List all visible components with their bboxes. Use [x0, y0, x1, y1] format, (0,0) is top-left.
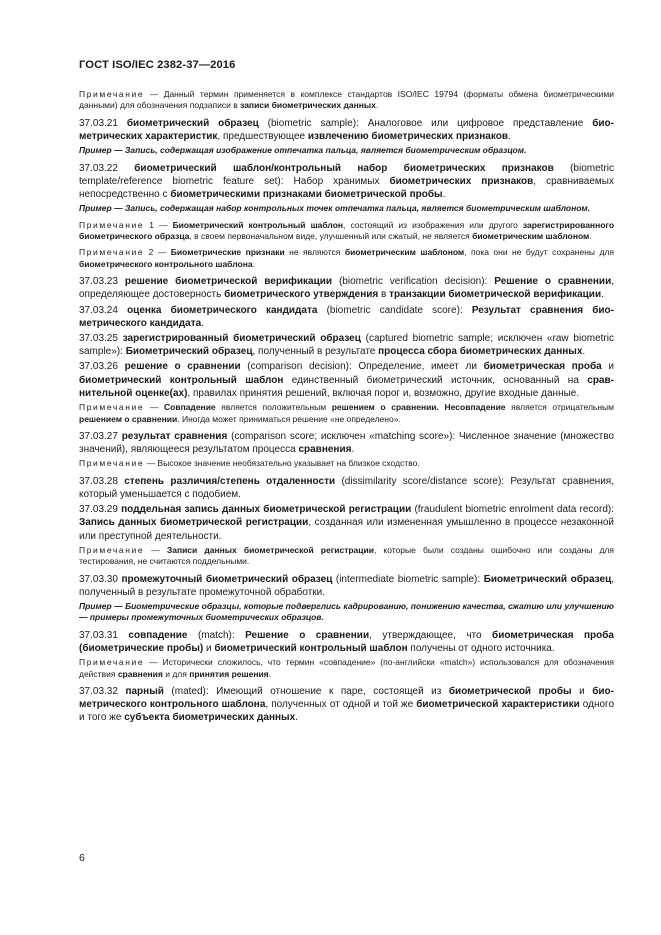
term-definition: 37.03.27 результат сравнения (comparison score; исключен «matching score»): Численное значение (множество значений), являющееся результатом процесса сравнения.	[79, 430, 614, 456]
page-header: ГОСТ ISO/IEC 2382-37—2016	[79, 59, 236, 71]
example-paragraph: Пример — Биометрические образцы, которые подверглись кадрированию, понижению качества, сжатию или улучшению — примеры промежуточных биометрических образцов.	[79, 600, 614, 623]
term-definition: 37.03.25 зарегистрированный биометрический образец (captured biometric sample; исключен «raw biometric sample»): Биометрический образец, полученный в результате процесса сбора биометрических данных.	[79, 333, 614, 358]
term-definition: 37.03.26 решение о сравнении (comparison decision): Определение, имеет ли биометрическая проба и биометрический контрольный шаблон единственный биометрический источник, основанный на сравнительной оценке(ах), правилах принятия решений, включая порог и, возможно, другие входные данные.	[79, 361, 614, 399]
term-definition: 37.03.29 поддельная запись данных биометрической регистрации (fraudulent biometric enrolment data record): Запись данных биометрической регистрации, созданная или измененная умышленно в процессе незаконной или преступной деятельности.	[79, 504, 614, 542]
term-definition: 37.03.28 степень различия/степень отдаленности (dissimilarity score/distance score): Результат сравнения, который уменьшается с подобием.	[79, 475, 614, 500]
term-definition: 37.03.31 совпадение (match): Решение о сравнении, утверждающее, что биометрическая проба (биометрические пробы) и биометрический контрольный шаблон получены от одного источника.	[79, 629, 614, 654]
term-definition: 37.03.24 оценка биометрического кандидата (biometric candidate score): Результат сравнения биометрического кандидата.	[79, 304, 614, 329]
example-paragraph: Пример — Запись, содержащая набор контрольных точек отпечатка пальца, является биометрическим шаблоном.	[79, 203, 591, 214]
term-definition: 37.03.23 решение биометрической верификации (biometric verification decision): Решение о сравнении, определяющее достоверность биометрического утверждения в транзакции биометрической верификации.	[79, 276, 615, 301]
example-paragraph: Пример — Запись, содержащая изображение отпечатка пальца, является биометрическим образцом.	[79, 145, 527, 156]
term-definition: 37.03.22 биометрический шаблон/контрольный набор биометрических признаков (biometric template/reference biometric feature set): Набор хранимых биометрических признаков, сравниваемых непосредственно с биометрическими признаками биометрической пробы.	[79, 162, 614, 201]
term-definition: 37.03.32 парный (mated): Имеющий отношение к паре, состоящей из биометрической пробы и биометрического контрольного шаблона, полученных от одной и той же биометрической характеристики одного и того же субъекта биометрических данных.	[79, 685, 615, 724]
page-number: 6	[79, 852, 85, 864]
note-paragraph: Примечание — Данный термин применяется в комплексе стандартов ISO/IEC 19794 (форматы обмена биометрическими данными) для обозначения подзаписи в записи биометрических данных.	[79, 89, 614, 111]
note-paragraph: Примечание — Исторически сложилось, что термин «совпадение» (по-английски «match») использовался для обозначения действия сравнения и для принятия решения.	[79, 657, 614, 679]
note-paragraph: Примечание 1 — Биометрический контрольный шаблон, состоящий из изображения или другого зарегистрированного биометрического образца, в своем первоначальном виде, улучшенный или сжатый, не является биометрическим шаблоном.	[79, 219, 615, 242]
note-paragraph: Примечание — Записи данных биометрической регистрации, которые были созданы ошибочно или созданы для тестирования, не считаются поддельными.	[79, 544, 614, 567]
term-definition: 37.03.30 промежуточный биометрический образец (intermediate biometric sample): Биометрический образец, полученный в результате промежуточной обработки.	[79, 573, 614, 598]
term-definition: 37.03.21 биометрический образец (biometric sample): Аналоговое или цифровое представление биометрических характеристик, предшествующее извлечению биометрических признаков.	[79, 117, 614, 143]
note-paragraph: Примечание — Высокое значение необязательно указывает на близкое сходство.	[79, 458, 420, 469]
document-body	[79, 87, 614, 727]
note-paragraph: Примечание 2 — Биометрические признаки не являются биометрическим шаблоном, пока они не будут сохранены для биометрического контрольного шаблона.	[79, 247, 614, 269]
note-paragraph: Примечание — Совпадение является положительным решением о сравнении. Несовпадение является отрицательным решением о сравнении. Иногда может приниматься решение «не определено».	[79, 402, 615, 424]
